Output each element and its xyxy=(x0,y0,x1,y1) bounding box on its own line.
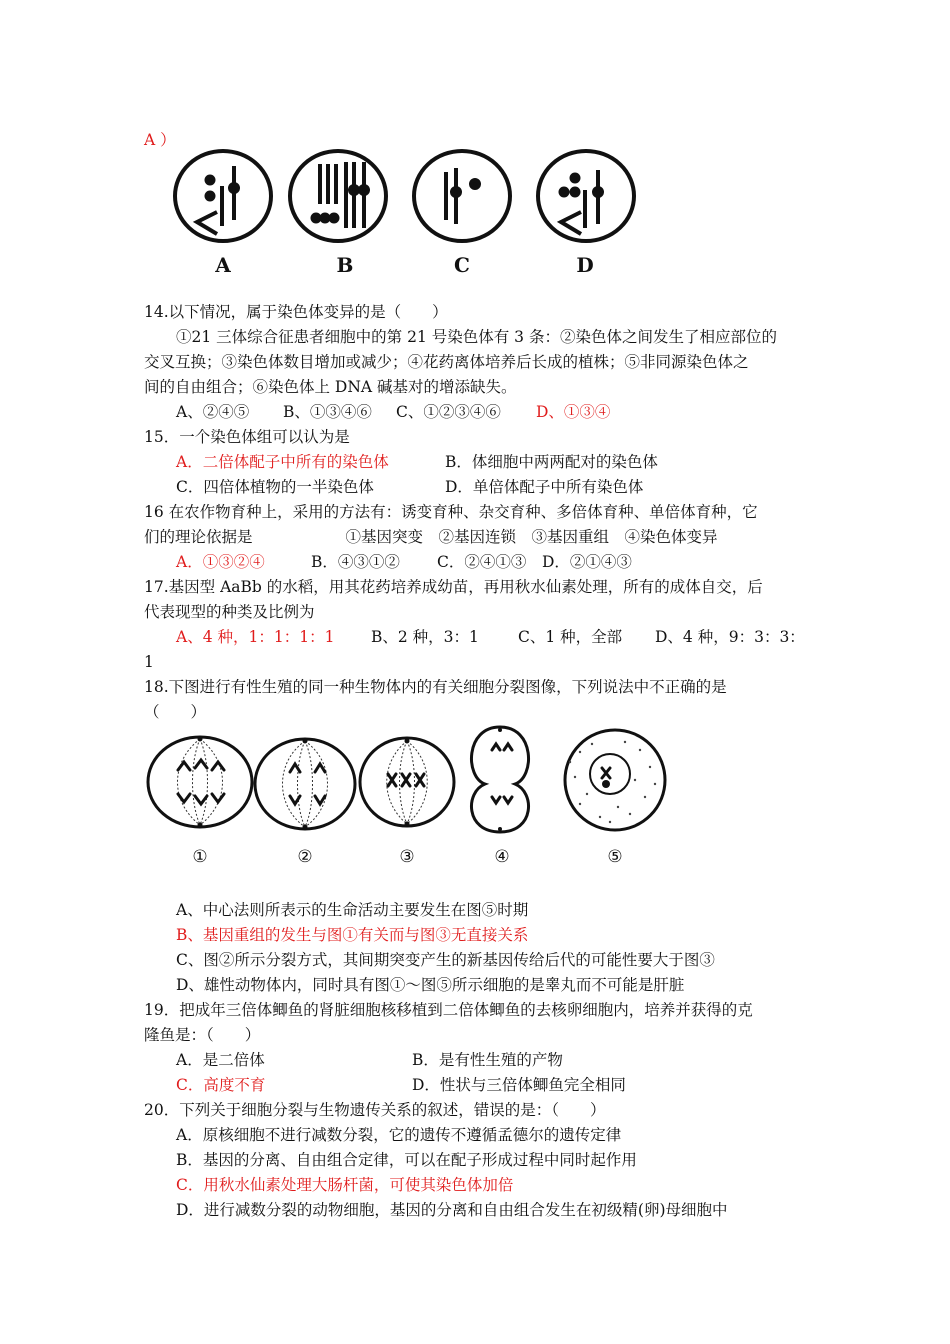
q14-option-b: B、①③④⑥ xyxy=(283,403,372,421)
q13-label-c: C xyxy=(454,253,470,277)
q14-option-c: C、①②③④⑥ xyxy=(396,403,501,421)
q15-option-b: B．体细胞中两两配对的染色体 xyxy=(445,453,658,471)
q18-label-4: ④ xyxy=(494,847,510,867)
q19-stem-line1: 19．把成年三倍体鲫鱼的肾脏细胞核移植到二倍体鲫鱼的去核卵细胞内，培养并获得的克 xyxy=(144,1001,753,1019)
q19-option-a: A．是二倍体 xyxy=(176,1051,265,1069)
q19-option-d: D．性状与三倍体鲫鱼完全相同 xyxy=(412,1076,626,1094)
q20-option-a: A．原核细胞不进行减数分裂，它的遗传不遵循孟德尔的遗传定律 xyxy=(176,1126,622,1144)
q18-option-b: B、基因重组的发生与图①有关而与图③无直接关系 xyxy=(176,926,529,944)
q15-option-c: C．四倍体植物的一半染色体 xyxy=(176,478,374,496)
q16-stem-line2: 们的理论依据是 ①基因突变 ②基因连锁 ③基因重组 ④染色体变异 xyxy=(144,528,718,546)
q17-stem-line2: 代表现型的种类及比例为 xyxy=(144,603,315,621)
q15-stem: 15．一个染色体组可以认为是 xyxy=(144,428,350,446)
q18-label-5: ⑤ xyxy=(607,847,623,867)
q18-stem: 18.下图进行有性生殖的同一种生物体内的有关细胞分裂图像，下列说法中不正确的是 xyxy=(144,678,727,696)
q19-option-c: C．高度不育 xyxy=(176,1076,266,1094)
q14-option-d: D、①③④ xyxy=(536,403,611,421)
q18-figure xyxy=(140,722,680,872)
q16-option-b: B．④③①② xyxy=(311,553,400,571)
q14-stem: 14.以下情况，属于染色体变异的是（ ） xyxy=(144,303,448,321)
q19-option-b: B．是有性生殖的产物 xyxy=(412,1051,563,1069)
q20-option-d: D．进行减数分裂的动物细胞，基因的分离和自由组合发生在初级精(卵)母细胞中 xyxy=(176,1201,728,1219)
q16-option-a: A．①③②④ xyxy=(176,553,265,571)
q18-option-c: C、图②所示分裂方式，其间期突变产生的新基因传给后代的可能性要大于图③ xyxy=(176,951,715,969)
q15-option-d: D．单倍体配子中所有染色体 xyxy=(445,478,644,496)
q16-stem-line1: 16 在农作物育种上，采用的方法有：诱变育种、杂交育种、多倍体育种、单倍体育种，它 xyxy=(144,503,758,521)
q14-body-line2: 交叉互换；③染色体数目增加或减少；④花药离体培养后长成的植株；⑤非同源染色体之 xyxy=(144,353,749,371)
q15-option-a: A．二倍体配子中所有的染色体 xyxy=(176,453,389,471)
cell-c xyxy=(414,151,510,241)
q13-label-a: A xyxy=(215,253,231,277)
q14-body-line1: ①21 三体综合征患者细胞中的第 21 号染色体有 3 条：②染色体之间发生了相应部位的 xyxy=(176,328,777,346)
q16-option-c: C．②④①③ xyxy=(437,553,527,571)
q17-option-d-wrap: 1 xyxy=(144,653,154,671)
q17-stem-line1: 17.基因型 AaBb 的水稻，用其花药培养成幼苗，再用秋水仙素处理，所有的成体自交，后 xyxy=(144,578,763,596)
q17-option-d: D、4 种，9：3：3： xyxy=(655,628,805,646)
q14-option-a: A、②④⑤ xyxy=(176,403,250,421)
q17-option-a: A、4 种，1：1：1：1 xyxy=(176,628,335,646)
q18-option-a: A、中心法则所表示的生命活动主要发生在图⑤时期 xyxy=(176,901,529,919)
q17-option-b: B、2 种，3：1 xyxy=(371,628,479,646)
q20-stem: 20．下列关于细胞分裂与生物遗传关系的叙述，错误的是：（ ） xyxy=(144,1101,606,1119)
q13-answer: A ） xyxy=(144,131,176,149)
q18-option-d: D、雄性动物体内，同时具有图①～图⑤所示细胞的是睾丸而不可能是肝脏 xyxy=(176,976,685,994)
q17-option-c: C、1 种，全部 xyxy=(518,628,623,646)
q20-option-c: C．用秋水仙素处理大肠杆菌，可使其染色体加倍 xyxy=(176,1176,514,1194)
q18-paren: （ ） xyxy=(144,703,207,721)
q19-stem-line2: 隆鱼是：（ ） xyxy=(144,1026,261,1044)
q18-label-3: ③ xyxy=(399,847,415,867)
q13-label-b: B xyxy=(336,253,354,277)
q20-option-b: B．基因的分离、自由组合定律，可以在配子形成过程中同时起作用 xyxy=(176,1151,637,1169)
q18-label-1: ① xyxy=(192,847,208,867)
q14-body-line3: 间的自由组合；⑥染色体上 DNA 碱基对的增添缺失。 xyxy=(144,378,517,396)
q13-figure xyxy=(170,148,640,280)
q18-label-2: ② xyxy=(297,847,313,867)
q16-option-d: D．②①④③ xyxy=(542,553,632,571)
q13-label-d: D xyxy=(576,253,594,277)
